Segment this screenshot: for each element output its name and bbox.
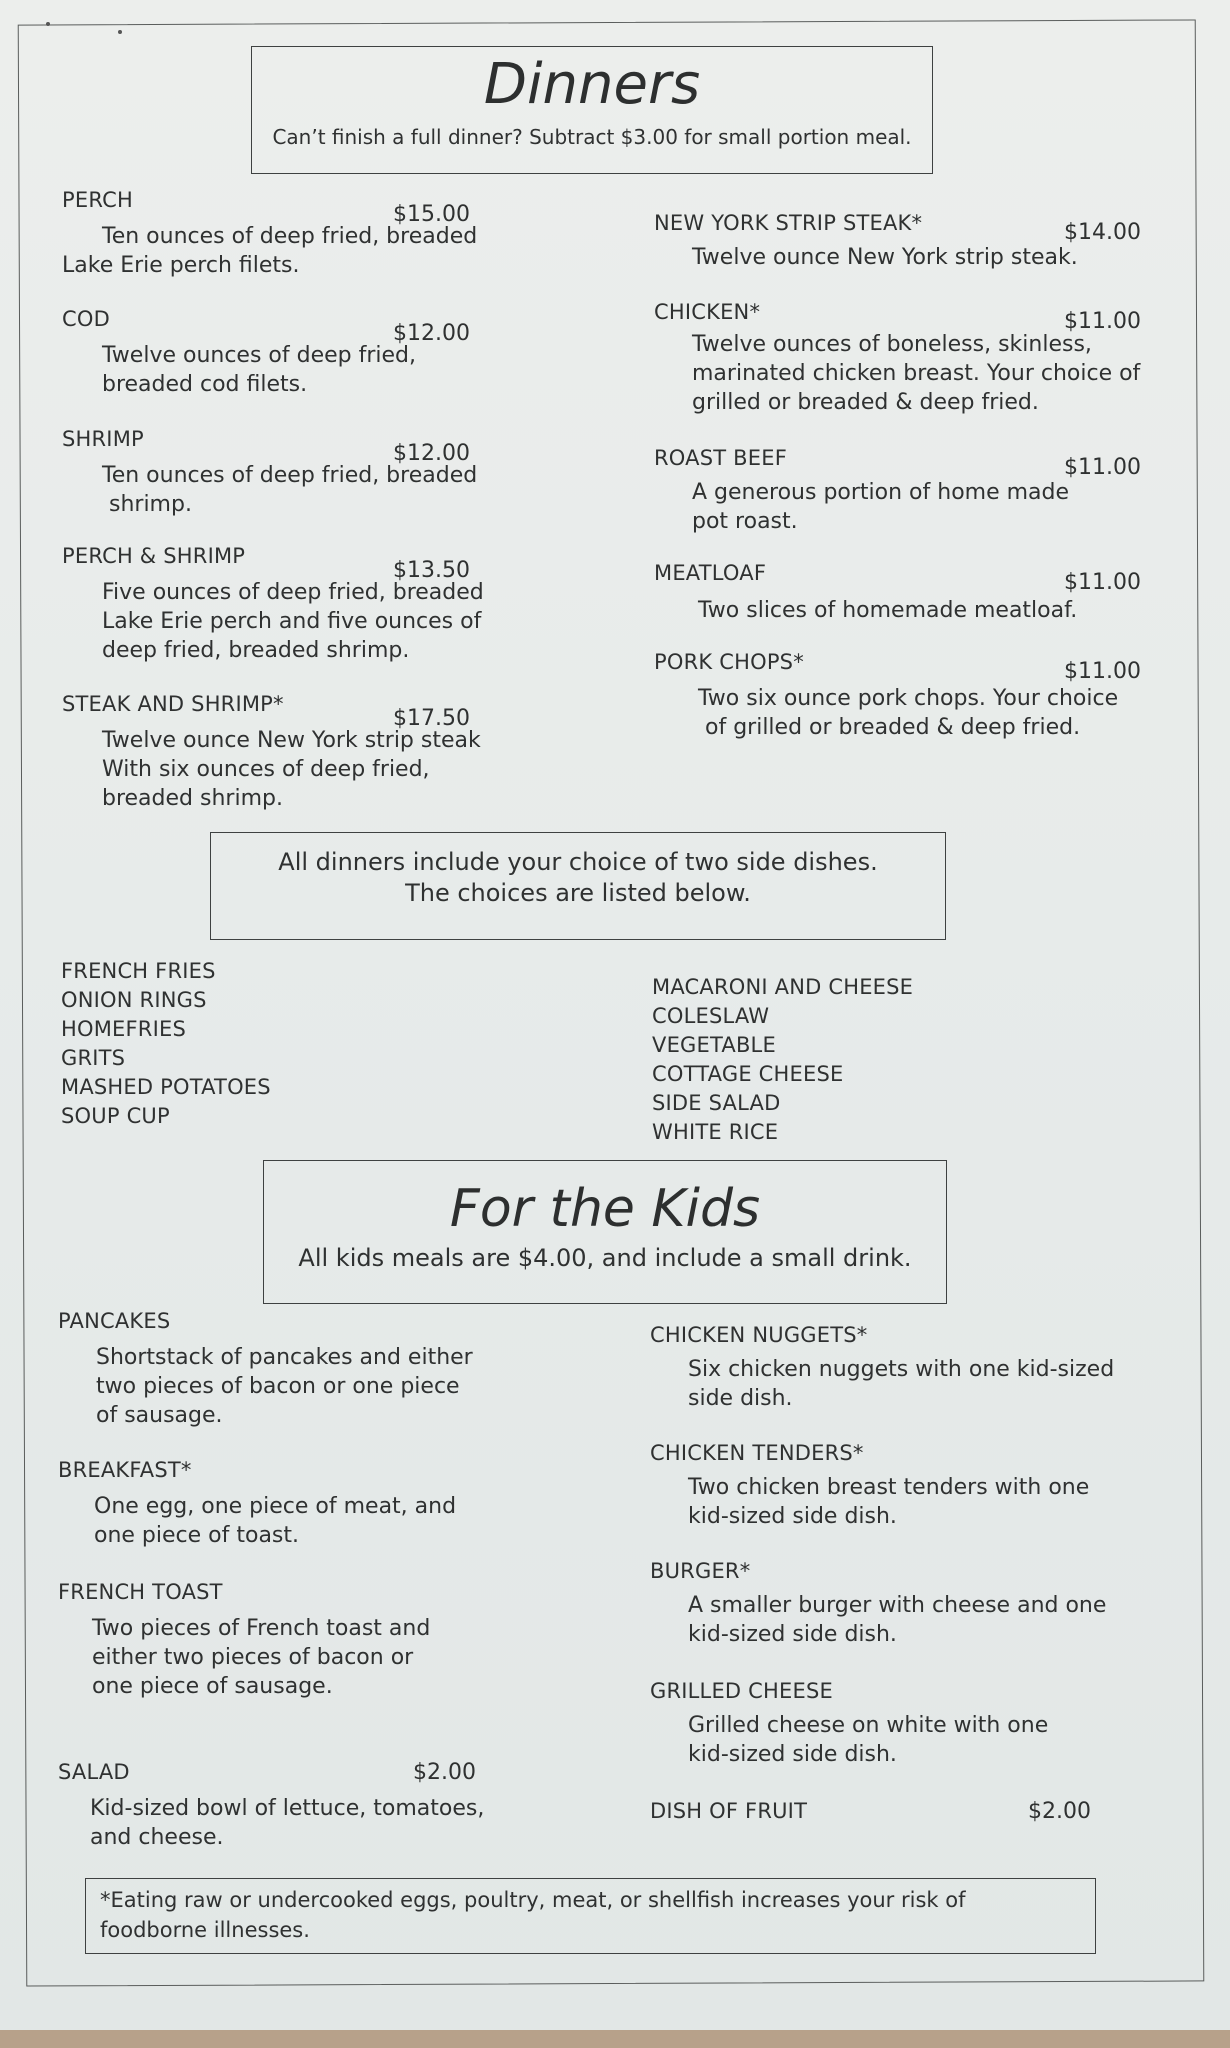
warning-box [85, 1878, 1096, 1954]
item-name: DISH OF FRUIT [650, 1799, 808, 1823]
item-price: $17.50 [393, 706, 470, 731]
side-dish-item: HOMEFRIES [61, 1017, 186, 1041]
dinners-title: Dinners [483, 52, 701, 117]
speck [46, 22, 50, 26]
item-name: CHICKEN TENDERS* [650, 1441, 864, 1465]
side-dish-item: VEGETABLE [652, 1033, 776, 1057]
item-name: NEW YORK STRIP STEAK* [654, 211, 923, 235]
item-name: BREAKFAST* [58, 1458, 192, 1482]
item-description: Ten ounces of deep fried, breaded shrimp. [102, 463, 478, 517]
item-name: CHICKEN NUGGETS* [650, 1323, 868, 1347]
item-price: $2.00 [1028, 1799, 1091, 1824]
side-dish-item: SIDE SALAD [652, 1091, 781, 1115]
item-description: Twelve ounces of deep fried, breaded cod filets. [102, 343, 417, 397]
item-description: Two six ounce pork chops. Your choice of grilled or breaded & deep fried. [698, 686, 1119, 740]
sides-left-list [61, 957, 271, 1131]
item-name: PANCAKES [58, 1309, 171, 1333]
speck [118, 30, 122, 34]
side-dish-item: COLESLAW [652, 1004, 770, 1028]
item-price: $12.00 [393, 441, 470, 466]
item-name: ROAST BEEF [654, 446, 787, 470]
side-dish-item: FRENCH FRIES [61, 959, 216, 983]
item-price: $12.00 [393, 321, 470, 346]
item-name: SHRIMP [62, 427, 144, 451]
side-dish-item: SOUP CUP [61, 1104, 170, 1128]
item-price: $14.00 [1064, 220, 1141, 245]
item-name: SALAD [58, 1760, 130, 1784]
item-name: STEAK AND SHRIMP* [62, 692, 284, 716]
item-description: Twelve ounce New York strip steak. [692, 245, 1078, 270]
item-price: $11.00 [1064, 570, 1141, 595]
item-description: Grilled cheese on white with one kid-sized side dish. [688, 1713, 1049, 1767]
dinners-subtitle: Can’t finish a full dinner? Subtract $3.00 for small portion meal. [272, 125, 912, 149]
item-description: Two slices of homemade meatloaf. [698, 598, 1078, 623]
item-description: Ten ounces of deep fried, breaded Lake Erie perch filets. [62, 224, 478, 278]
item-name: FRENCH TOAST [58, 1580, 223, 1604]
side-dish-item: WHITE RICE [652, 1120, 779, 1144]
item-description: Twelve ounce New York strip steak With six ounces of deep fried, breaded shrimp. [102, 728, 481, 811]
item-description: Six chicken nuggets with one kid-sized side dish. [688, 1357, 1115, 1411]
item-description: A smaller burger with cheese and one kid-sized side dish. [688, 1593, 1107, 1647]
item-description: Twelve ounces of boneless, skinless, marinated chicken breast. Your choice of grilled or breaded & deep fried. [692, 332, 1141, 415]
item-description: Five ounces of deep fried, breaded Lake Erie perch and five ounces of deep fried, breaded shrimp. [102, 580, 484, 663]
side-dish-item: GRITS [61, 1046, 126, 1070]
item-name: COD [62, 307, 110, 331]
dinners-header-box [251, 46, 933, 174]
item-price: $13.50 [393, 558, 470, 583]
kids-title: For the Kids [449, 1179, 761, 1239]
item-price: $15.00 [393, 202, 470, 227]
warning-text: *Eating raw or undercooked eggs, poultry, meat, or shellfish increases your risk of foodborne illnesses. [100, 1888, 966, 1942]
side-dish-item: MASHED POTATOES [61, 1075, 271, 1099]
sides-note-line2: The choices are listed below. [405, 879, 751, 908]
item-description: Two chicken breast tenders with one kid-sized side dish. [688, 1475, 1090, 1529]
kids-subtitle: All kids meals are $4.00, and include a small drink. [298, 1244, 912, 1272]
item-description: One egg, one piece of meat, and one piece of toast. [94, 1494, 457, 1548]
item-name: BURGER* [650, 1559, 751, 1583]
side-dish-item: ONION RINGS [61, 988, 207, 1012]
side-dish-item: COTTAGE CHEESE [652, 1062, 844, 1086]
item-description: A generous portion of home made pot roast. [692, 480, 1070, 534]
kids-header-box [263, 1160, 947, 1304]
item-description: Two pieces of French toast and either two pieces of bacon or one piece of sausage. [92, 1616, 431, 1699]
item-name: MEATLOAF [654, 561, 767, 585]
item-name: PERCH [62, 188, 133, 212]
item-price: $11.00 [1064, 309, 1141, 334]
sides-note-box [210, 832, 946, 940]
item-name: PERCH & SHRIMP [62, 544, 246, 568]
item-description: Kid-sized bowl of lettuce, tomatoes, and cheese. [90, 1796, 485, 1850]
sides-note-line1: All dinners include your choice of two side dishes. [278, 848, 878, 876]
item-name: CHICKEN* [654, 300, 761, 324]
item-price: $11.00 [1064, 659, 1141, 684]
item-name: GRILLED CHEESE [650, 1679, 833, 1703]
side-dish-item: MACARONI AND CHEESE [652, 975, 914, 999]
item-description: Shortstack of pancakes and either two pieces of bacon or one piece of sausage. [96, 1345, 473, 1428]
item-name: PORK CHOPS* [654, 650, 804, 674]
sides-right-list [652, 973, 913, 1147]
item-price: $2.00 [413, 1760, 476, 1785]
table-surface [0, 2030, 1230, 2048]
item-price: $11.00 [1064, 455, 1141, 480]
